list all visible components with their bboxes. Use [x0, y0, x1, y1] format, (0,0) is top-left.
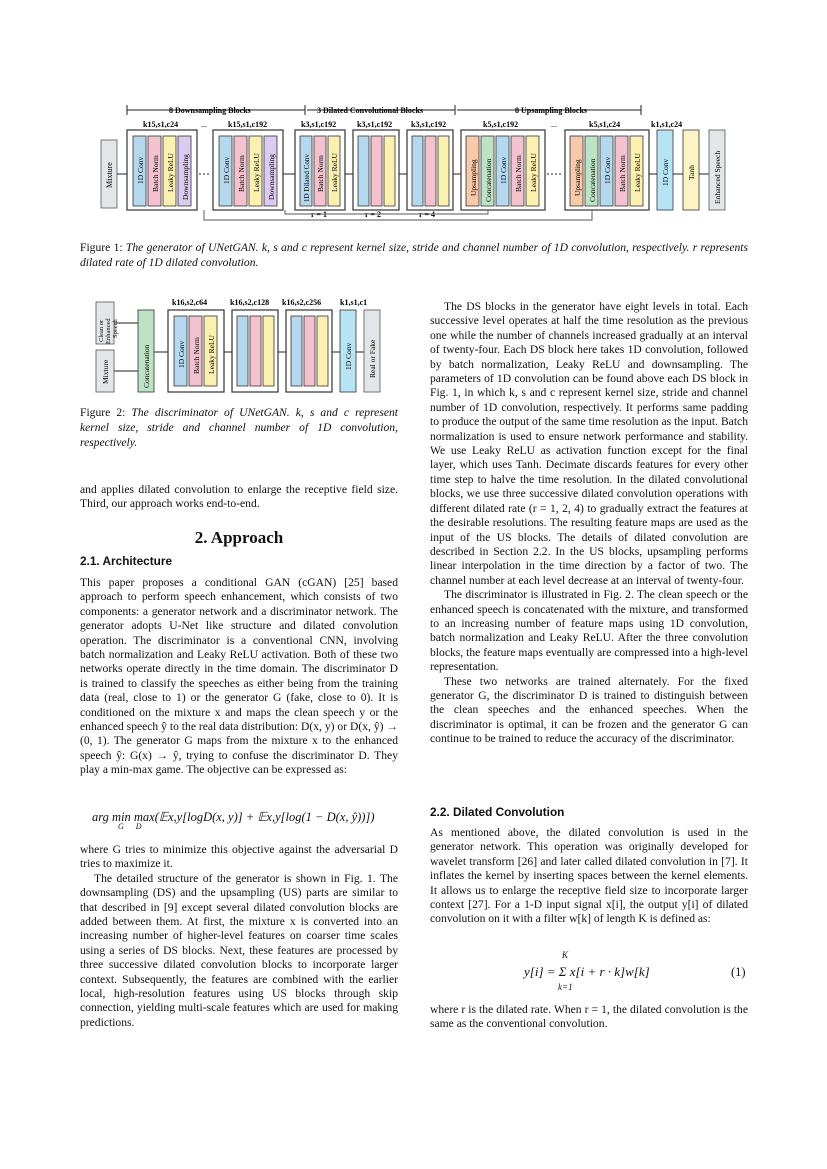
layer-label: Batch Norm	[618, 155, 627, 192]
figure2-caption	[80, 405, 398, 451]
layer-label: 1D Conv	[177, 340, 186, 368]
layer-label: Tanh	[687, 165, 696, 180]
block-param: k15,s1,c192	[228, 120, 268, 129]
equation-number: (1)	[731, 965, 746, 979]
paragraph: where r is the dilated rate. When r = 1, the dilated convolution is the same as the conventional convolution.	[430, 1003, 748, 1031]
figure2-caption-text: The discriminator of UNetGAN. k, s and c represent kernel size, stride and channel number of 1D convolution, respectively.	[80, 406, 398, 450]
figure1-caption-text: The generator of UNetGAN. k, s and c represent kernel size, stride and channel number of 1D convolution, respectively. r represents dilated rate of 1D dilated convolution.	[80, 241, 748, 270]
subsection-architecture: 2.1. Architecture	[80, 554, 173, 568]
layer-label: Batch Norm	[237, 155, 246, 192]
group-label-dilated: 3 Dilated Convolutional Blocks	[317, 106, 424, 115]
layer-label: 1D Conv	[603, 156, 612, 184]
layer-label: 1D Conv	[661, 158, 670, 186]
figure1-diagram	[95, 100, 735, 225]
layer-label: Leaky ReLU	[252, 153, 261, 192]
layer-label: Upsampling	[469, 159, 478, 196]
block-param: k3,s1,c192	[301, 120, 337, 129]
layer-label: Concatenation	[484, 158, 493, 202]
right-body-3	[430, 1003, 748, 1032]
group-label-ds: 8 Downsampling Blocks	[169, 106, 251, 115]
layer-label: Upsampling	[573, 159, 582, 196]
dilation-rate: r = 4	[419, 210, 435, 219]
eq-upper-limit: K	[562, 950, 569, 960]
dilated-conv-equation: y[i] = Σ x[i + r · k]w[k]	[524, 964, 650, 979]
paragraph: The DS blocks in the generator have eight levels in total. Each successive level operates at half the time resolution as the previous one while the number of channels increased gradually at an interval of twenty-four. Each DS block here takes 1D convolution, followed by batch normalization, Leaky ReLU and downsampling. The parameters of 1D convolution can be found above each DS block in Fig. 1, in which k, s and c represent kernel size, stride and channel number of 1D convolution, respectively. It performs same padding to produce the output of the same time resolution as the input. Batch normalization is used to ensure network performance and stability. We use Leaky ReLU as activation function except for the final layer, which uses Tanh. Decimate discards features for every other time step to halve the time resolution. In the dilated convolutional blocks, we use three successive dilated convolution operations with different dilated rate (r = 1, 2, 4) to gradually extract the features at the desirable resolutions. The resulting feature maps are used as the input of the US blocks. The details of dilated convolution are described in Section 2.2. In the US blocks, upsampling performs linear interpolation in the time direction by a factor of two. The channel number at each level decrease at an interval of twenty-four.	[430, 300, 748, 587]
paragraph: These two networks are trained alternately. For the fixed generator G, the discriminator D is trained to distinguish between the clean speeches and the enhanced speeches. When the discriminator is optimal, it can be frozen and the generator G can continue to be trained to reduce the accuracy of the discriminator.	[430, 674, 748, 746]
input-mixture: Mixture	[105, 162, 114, 188]
paragraph: The discriminator is illustrated in Fig. 2. The clean speech or the enhanced speech is concatenated with the mixture, and transformed to an increasing number of feature maps using 1D convolution, batch normalization and Leaky ReLU. After the three convolution blocks, the feature maps eventually are compressed into a high-level representation.	[430, 588, 748, 674]
layer-label: 1D Conv	[499, 156, 508, 184]
layer-label: Leaky ReLU	[207, 335, 216, 374]
layer-label: Leaky ReLU	[529, 153, 538, 192]
svg-text:Speech: Speech	[112, 319, 119, 338]
dilation-rate: r = 2	[365, 210, 381, 219]
layer-label: Batch Norm	[192, 337, 201, 374]
subsection-dilated-convolution: 2.2. Dilated Convolution	[430, 805, 565, 819]
layer-label: Downsampling	[267, 154, 276, 200]
ellipsis: ...	[201, 120, 207, 129]
left-intro-tail: and applies dilated convolution to enlarge the receptive field size. Third, our approach works end-to-end.	[80, 483, 398, 511]
block-param: k5,s1,c192	[483, 120, 519, 129]
layer-label: Concatenation	[588, 158, 597, 202]
objective-subscripts: G D	[118, 822, 142, 831]
input-clean: Clean or	[98, 319, 105, 342]
paragraph: This paper proposes a conditional GAN (cGAN) [25] based approach to perform speech enhancement, which consists of two components: a generator network and a discriminator network. The generator adopts U-Net like structure and dilated convolution operation. The discriminator is a conventional CNN, involving batch normalization and Leaky ReLU activation. Both of these two networks operate directly in the time domain. The discriminator D is trained to classify the speeches as either being from the training data (real, close to 1) or the generator G (fake, close to 0). It is conditioned on the mixture x and maps the clean speech y or the enhanced speech ŷ to the real data distribution: D(x, y) or D(x, ŷ) → (0, 1). The generator G maps from the mixture x to the enhanced speech ŷ: G(x) → ŷ, trying to confuse the discriminator D. They play a min-max game. The objective can be expressed as:	[80, 576, 398, 777]
layer-label: Leaky ReLU	[166, 153, 175, 192]
section-title: 2. Approach	[194, 528, 284, 547]
layer-label: 1D Conv	[222, 156, 231, 184]
block-param: k16,s2,c64	[172, 298, 208, 307]
paragraph: As mentioned above, the dilated convolution is used in the generator network. This operation was originally developed for wavelet transform [26] and later called dilated convolution in [7]. It inflates the kernel by inserting spaces between the kernel elements. It allows us to enlarge the receptive field size to incorporate larger context [27]. For a 1-D input signal x[i], the output y[i] of dilated convolution on it with a filter w[k] of length K is defined as:	[430, 826, 748, 926]
block-param: k1,s1,c24	[651, 120, 683, 129]
layer-label: Leaky ReLU	[633, 153, 642, 192]
left-body	[80, 576, 398, 778]
figure2-diagram	[90, 292, 395, 398]
layer-label: 1D Conv	[344, 342, 353, 370]
right-body	[430, 300, 748, 747]
block-param: k5,s1,c24	[589, 120, 621, 129]
block-param: k15,s1,c24	[143, 120, 179, 129]
block-param: k16,s2,c128	[230, 298, 270, 307]
figure1-caption	[80, 240, 748, 270]
figure2-caption-label: Figure 2:	[80, 406, 126, 419]
layer-label: Batch Norm	[316, 155, 325, 192]
output-enhanced-speech: Enhanced Speech	[713, 150, 722, 204]
left-body-2	[80, 843, 398, 1030]
objective-equation: arg min max(𝔼x,y[logD(x, y)] + 𝔼x,y[log(1 − D(x, ŷ))])	[92, 810, 375, 824]
layer-label: Batch Norm	[514, 155, 523, 192]
paragraph: The detailed structure of the generator is shown in Fig. 1. The downsampling (DS) and the upsampling (US) parts are similar to that described in [9] except several dilated convolution blocks are added between them. At first, the mixture x is converted into an increasing number of higher-level features on coarser time scales using a series of DS blocks. Next, these features are processed by three successive dilated convolution blocks to incorporate larger context. Subsequently, the features are combined with the earlier local, high-resolution features using US blocks through skip connection, yielding multi-scale features which are used for making predictions.	[80, 871, 398, 1029]
layer-label: Leaky ReLU	[330, 153, 339, 192]
paragraph: where G tries to minimize this objective against the adversarial D tries to maximize it.	[80, 843, 398, 871]
block-param: k1,s1,c1	[340, 298, 368, 307]
right-body-2	[430, 826, 748, 927]
figure1-caption-label: Figure 1:	[80, 241, 123, 254]
layer-label: 1D Dilated Conv	[303, 154, 311, 202]
eq-lower-limit: k=1	[558, 982, 573, 992]
input-mixture: Mixture	[101, 359, 110, 384]
output-real-fake: Real or Fake	[368, 339, 377, 378]
block-param: k3,s1,c192	[357, 120, 393, 129]
ellipsis: ...	[551, 120, 557, 129]
block-param: k3,s1,c192	[411, 120, 447, 129]
dilation-rate: r = 1	[311, 210, 327, 219]
concatenation: Concatenation	[142, 344, 151, 388]
layer-label: 1D Conv	[136, 156, 145, 184]
block-param: k16,s2,c256	[282, 298, 322, 307]
layer-label: Batch Norm	[151, 155, 160, 192]
group-label-us: 8 Upsampling Blocks	[515, 106, 588, 115]
input-clean: Enhanced	[105, 318, 112, 344]
layer-label: Downsampling	[181, 154, 190, 200]
